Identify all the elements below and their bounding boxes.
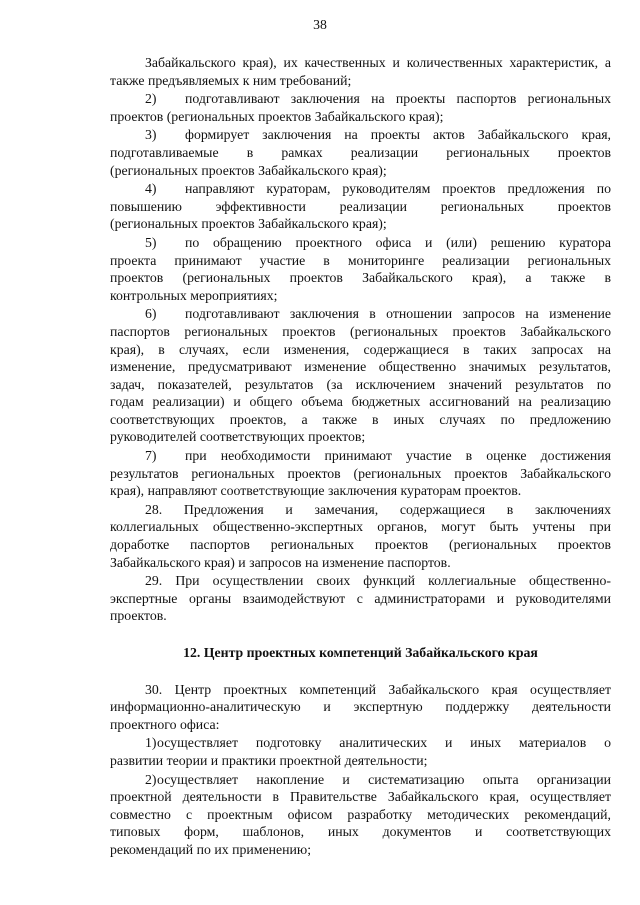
text-line bbox=[110, 305, 611, 323]
text-line bbox=[110, 806, 611, 824]
list-item bbox=[110, 90, 611, 125]
line-text: руководителей соответствующих проектов; bbox=[110, 429, 366, 445]
text-line bbox=[110, 144, 611, 162]
line-text: осуществляет накопление и систематизацию опыта организации bbox=[157, 771, 611, 787]
line-text: 30. Центр проектных компетенций Забайкальского края осуществляет bbox=[145, 681, 611, 697]
text-line bbox=[110, 393, 611, 411]
line-text: соответствующих проектов, а также в иных случаях по предложению bbox=[110, 411, 611, 427]
paragraph-group-1 bbox=[110, 54, 611, 625]
line-text: направляют кураторам, руководителям проектов предложения по bbox=[185, 181, 611, 197]
text-line bbox=[110, 482, 611, 500]
line-text: проектного офиса: bbox=[110, 716, 220, 732]
list-item bbox=[110, 180, 611, 233]
list-item bbox=[110, 734, 611, 769]
text-line bbox=[110, 252, 611, 270]
list-number: 5) bbox=[145, 234, 157, 250]
line-text: повышению эффективности реализации региональных проектов bbox=[110, 198, 611, 214]
line-text: проектов. bbox=[110, 608, 167, 624]
line-text: подготавливают заключения в отношении запросов на изменение bbox=[185, 306, 611, 322]
list-number: 2) bbox=[145, 91, 157, 107]
text-line bbox=[110, 341, 611, 359]
list-number: 6) bbox=[145, 306, 157, 322]
line-text: проектной деятельности в Правительстве Забайкальского края, осуществляет bbox=[110, 789, 611, 805]
list-number: 7) bbox=[145, 448, 157, 464]
paragraph bbox=[110, 572, 611, 625]
text-line bbox=[110, 698, 611, 716]
text-line bbox=[110, 428, 611, 446]
list-item bbox=[110, 771, 611, 859]
text-line bbox=[110, 180, 611, 198]
text-line bbox=[110, 411, 611, 429]
line-text: коллегиальных общественно-экспертных органов, могут быть учтены при bbox=[110, 519, 611, 535]
text-line bbox=[110, 54, 611, 72]
text-line bbox=[110, 234, 611, 252]
text-line bbox=[110, 162, 611, 180]
line-text: 29. При осуществлении своих функций коллегиальные общественно- bbox=[145, 573, 611, 589]
text-line bbox=[110, 823, 611, 841]
line-text: (региональных проектов Забайкальского края); bbox=[110, 162, 387, 178]
text-line bbox=[110, 771, 611, 789]
list-number: 2) bbox=[145, 771, 157, 787]
line-text: 28. Предложения и замечания, содержащиеся в заключениях bbox=[145, 501, 611, 517]
line-text: развитии теории и практики проектной деятельности; bbox=[110, 752, 428, 768]
line-text: доработке паспортов региональных проектов (региональных проектов bbox=[110, 537, 611, 553]
document-body bbox=[110, 53, 611, 859]
line-text: паспортов региональных проектов (региональных проектов Забайкальского bbox=[110, 323, 611, 339]
line-text: при необходимости принимают участие в оценке достижения bbox=[185, 448, 611, 464]
text-line bbox=[110, 607, 611, 625]
list-number: 3) bbox=[145, 127, 157, 143]
page-number: 38 bbox=[313, 17, 327, 32]
line-text: подготавливают заключения на проекты паспортов региональных bbox=[185, 91, 611, 107]
line-text: рекомендаций по их применению; bbox=[110, 841, 312, 857]
text-line bbox=[110, 126, 611, 144]
paragraph bbox=[110, 54, 611, 89]
line-text: подготавливаемые в рамках реализации региональных проектов bbox=[110, 144, 611, 160]
text-line bbox=[110, 465, 611, 483]
line-text: осуществляет подготовку аналитических и иных материалов о bbox=[157, 735, 611, 751]
paragraph bbox=[110, 681, 611, 734]
text-line bbox=[110, 536, 611, 554]
line-text: Забайкальского края) и запросов на изменение паспортов. bbox=[110, 554, 451, 570]
line-text: годам реализации) и общего объема бюджетных ассигнований на реализацию bbox=[110, 394, 611, 410]
list-item bbox=[110, 447, 611, 500]
text-line bbox=[110, 287, 611, 305]
line-text: экспертные органы взаимодействуют с администраторами и руководителями bbox=[110, 590, 611, 606]
text-line bbox=[110, 358, 611, 376]
text-line bbox=[110, 788, 611, 806]
section-heading: 12. Центр проектных компетенций Забайкальского края bbox=[183, 645, 538, 660]
line-text: изменение, предусматривают изменение общественно значимых результатов, bbox=[110, 359, 611, 375]
list-number: 4) bbox=[145, 181, 157, 197]
text-line bbox=[110, 681, 611, 699]
line-text: задач, показателей, результатов (за исключением значений результатов по bbox=[110, 376, 611, 392]
text-line bbox=[110, 215, 611, 233]
line-text: результатов региональных проектов (региональных проектов Забайкальского bbox=[110, 465, 611, 481]
line-text: проектов (региональных проектов Забайкальского края), а также в bbox=[110, 270, 611, 286]
line-text: края), в случаях, если изменения, содержащиеся в таких запросах на bbox=[110, 341, 611, 357]
line-text: также предъявляемых к ним требований; bbox=[110, 72, 352, 88]
text-line bbox=[110, 572, 611, 590]
text-line bbox=[110, 554, 611, 572]
line-text: Забайкальского края), их качественных и количественных характеристик, а bbox=[145, 55, 611, 70]
text-line bbox=[110, 72, 611, 90]
line-text: типовых форм, шаблонов, иных документов и соответствующих bbox=[110, 824, 611, 840]
line-text: проектов (региональных проектов Забайкальского края); bbox=[110, 108, 444, 124]
list-item bbox=[110, 305, 611, 446]
text-line bbox=[110, 269, 611, 287]
list-item bbox=[110, 234, 611, 304]
paragraph-group-2 bbox=[110, 681, 611, 859]
text-line bbox=[110, 590, 611, 608]
text-line bbox=[110, 752, 611, 770]
line-text: контрольных мероприятиях; bbox=[110, 287, 278, 303]
line-text: совместно с проектным офисом разработку методических рекомендаций, bbox=[110, 806, 611, 822]
text-line bbox=[110, 518, 611, 536]
text-line bbox=[110, 716, 611, 734]
line-text: информационно-аналитическую и экспертную поддержку деятельности bbox=[110, 699, 611, 715]
list-item bbox=[110, 126, 611, 179]
line-text: формирует заключения на проекты актов Забайкальского края, bbox=[185, 127, 611, 143]
list-number: 1) bbox=[145, 735, 157, 751]
text-line bbox=[110, 447, 611, 465]
text-line bbox=[110, 90, 611, 108]
text-line bbox=[110, 376, 611, 394]
text-line bbox=[110, 841, 611, 859]
line-text: по обращению проектного офиса и (или) решению куратора bbox=[185, 234, 611, 250]
text-line bbox=[110, 108, 611, 126]
paragraph bbox=[110, 501, 611, 571]
line-text: (региональных проектов Забайкальского края); bbox=[110, 216, 387, 232]
text-line bbox=[110, 198, 611, 216]
text-line bbox=[110, 323, 611, 341]
text-line bbox=[110, 734, 611, 752]
line-text: проекта принимают участие в мониторинге реализации региональных bbox=[110, 252, 611, 268]
line-text: края), направляют соответствующие заключения кураторам проектов. bbox=[110, 483, 522, 499]
text-line bbox=[110, 501, 611, 519]
